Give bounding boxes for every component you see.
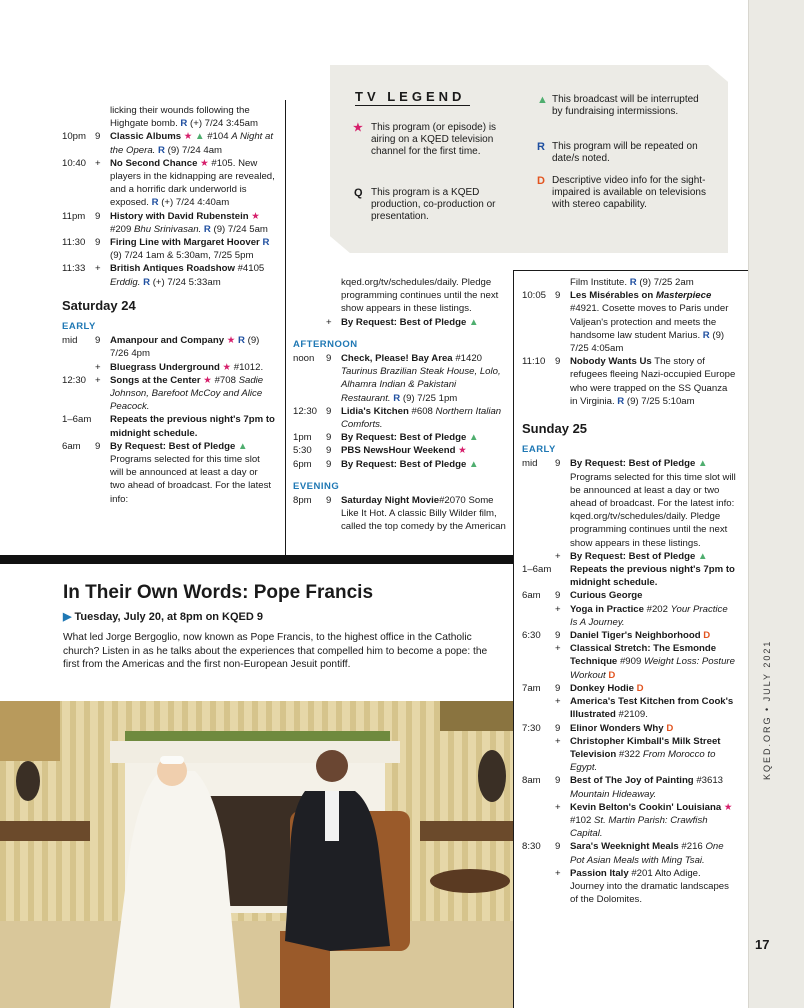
episode-number: #2109. [618, 709, 648, 721]
list-item [62, 440, 275, 506]
oval-office-photo [0, 701, 513, 1008]
listing-title: By Request: Best of Pledge [570, 458, 696, 470]
repeat-r-icon: R [702, 329, 710, 341]
repeat-info: (9) 7/25 4:05am [570, 329, 725, 355]
feature-photo [0, 701, 513, 1008]
listing-channel: + [555, 603, 561, 615]
listing-channel: 9 [555, 458, 561, 470]
star-icon: ★ [723, 801, 733, 813]
list-item [293, 405, 506, 431]
list-item [522, 629, 736, 642]
listing-desc: Taurinus Brazilian Steak House, Lolo, Alhamra Indian & Pakistani Restaurant. [341, 366, 501, 404]
list-item [522, 840, 736, 866]
day-heading: Saturday 24 [62, 297, 136, 313]
listing-desc: Sadie Johnson, Barefoot McCoy and Alice Peacock. [110, 374, 264, 413]
listing-channel: 9 [555, 590, 561, 602]
episode-number: #202 [646, 603, 668, 615]
listing-channel: 9 [555, 290, 561, 302]
schedule-column-2 [293, 276, 506, 534]
listing-channel: + [555, 867, 561, 879]
repeat-r-icon: R [143, 276, 151, 288]
list-item [293, 352, 506, 405]
listing-channel: 9 [555, 356, 561, 368]
repeat-info: (9) 7/24 5am [213, 223, 268, 235]
legend-text: Descriptive video info for the sight-impaired is available on televisions with stereo capability. [552, 175, 706, 210]
listing-channel [555, 563, 570, 589]
listing-title: Repeats the previous night's 7pm to midnight schedule. [570, 564, 735, 589]
listing-desc: Alto Adige. Journey into the dramatic landscapes of the Dolomites. [570, 867, 729, 906]
day-heading: Sunday 25 [522, 421, 588, 437]
episode-number: #201 [631, 867, 653, 879]
feature-airtime-text: Tuesday, July 20, at 8pm on KQED 9 [74, 611, 264, 623]
listing-time [522, 735, 555, 775]
triangle-icon: ▲ [468, 458, 479, 470]
list-item [62, 157, 275, 210]
listing-title: Curious George [570, 590, 643, 602]
listing-channel: + [555, 735, 561, 747]
repeat-info: (9) 7/25 1pm [402, 392, 458, 404]
listing-title: America's Test Kitchen from Cook's Illustrated [570, 696, 734, 721]
legend-item-fundraising [537, 94, 707, 118]
listing-time: 12:30 [293, 405, 318, 417]
list-item [522, 563, 736, 589]
list-item [62, 361, 275, 374]
list-item [522, 457, 736, 549]
feature-description: What led Jorge Bergoglio, now known as Pope Francis, to the highest office in the Catholic church? Listen in as he talks about the experiences that compelled him to become a pope: the first from the Americas and the first non-European Jesuit pontiff. [63, 632, 488, 671]
listing-time [522, 642, 555, 682]
listing-channel: 9 [95, 335, 101, 347]
listing-time: 1–6am [62, 414, 92, 426]
list-item [62, 236, 275, 262]
list-item [62, 210, 275, 236]
repeat-r-icon: R [158, 144, 165, 156]
list-item [522, 735, 736, 775]
listing-channel: 9 [326, 495, 332, 507]
period-heading: AFTERNOON [293, 338, 358, 350]
listing-desc: Bhu Srinivasan. [134, 223, 202, 235]
listing-desc: A Night at the Opera. [110, 131, 274, 156]
listing-desc: licking their wounds following the Highgate bomb. [110, 105, 250, 130]
legend-item-kqed-production [355, 187, 515, 223]
listing-title: No Second Chance [110, 157, 198, 169]
period-heading: EVENING [293, 480, 340, 492]
star-icon: ★ [203, 374, 212, 386]
legend-text: This broadcast will be interrupted by fundraising intermissions. [552, 94, 699, 117]
listing-desc: kqed.org/tv/schedules/daily. Pledge programming continues until the next show appears in these listings. [341, 277, 499, 315]
listing-desc: Your Practice Is A Journey. [570, 603, 728, 628]
list-item [522, 289, 736, 355]
star-icon: ★ [183, 131, 193, 143]
legend-item-descriptive-video [537, 175, 707, 211]
list-item [62, 104, 275, 130]
episode-number: #102 [570, 814, 592, 826]
feature-divider-bar [0, 555, 513, 564]
listing-time: 7am [522, 682, 541, 694]
listing-channel: 9 [326, 445, 332, 457]
episode-number: #2070 [439, 495, 466, 507]
listing-title: Check, Please! Bay Area [341, 353, 453, 365]
listing-time: 8pm [293, 495, 312, 507]
listing-title: By Request: Best of Pledge [110, 440, 236, 452]
play-arrow-icon: ▶ [63, 611, 72, 623]
feature-title: In Their Own Words: Pope Francis [63, 582, 374, 603]
listing-title: Bluegrass Underground [110, 361, 220, 373]
repeat-r-icon: R [180, 118, 188, 130]
descriptive-video-d-icon: D [666, 722, 674, 734]
list-item [62, 374, 275, 414]
schedule-column-3 [522, 276, 736, 906]
listing-desc: New players in the kidnapping are revealed, and a horrific dark underworld is exposed. [110, 157, 275, 209]
listing-time [522, 867, 555, 907]
listing-desc: Programs selected for this time slot will be announced at least a day or two ahead of broadcast. For the latest info: [110, 454, 272, 505]
listing-desc: One Pot Asian Meals with Ming Tsai. [570, 841, 724, 866]
list-item [293, 276, 506, 316]
listing-channel: + [555, 550, 561, 562]
triangle-icon: ▲ [237, 440, 248, 452]
listing-time: 6am [62, 440, 81, 452]
repeat-info: (9) 7/24 4am [167, 144, 223, 156]
listing-title: Passion Italy [570, 867, 629, 879]
legend-rule [355, 105, 470, 106]
listing-time: mid [522, 458, 538, 470]
list-item [522, 603, 736, 629]
listing-time: 7:30 [522, 722, 541, 734]
list-item [522, 589, 736, 602]
listing-desc: The story of refugees fleeing Nazi-occupied Europe who were trapped on the SS Quanza in Virginia. [570, 356, 736, 407]
list-item [62, 262, 275, 288]
listing-time [522, 603, 555, 629]
listing-channel: + [326, 316, 332, 328]
list-item [293, 494, 506, 534]
listing-desc: Film Institute. [570, 277, 628, 288]
listing-time: noon [293, 353, 315, 365]
listing-time: 6:30 [522, 630, 541, 642]
repeat-info: (9) 7/25 2am [639, 277, 694, 288]
legend-item-first-airing [355, 122, 515, 158]
listing-desc: Weight Loss: Posture Workout [570, 656, 735, 681]
list-item [522, 550, 736, 563]
listing-title: Sara's Weeknight Meals [570, 841, 679, 853]
listing-time: 11:10 [522, 356, 546, 368]
listing-time: mid [62, 335, 78, 347]
repeat-info: (+) 7/24 3:45am [190, 118, 259, 130]
listing-title: Nobody Wants Us [570, 356, 652, 368]
listing-desc: From Morocco to Egypt. [570, 748, 716, 774]
listing-channel: 9 [555, 841, 561, 853]
listing-title: Best of The Joy of Painting [570, 775, 694, 787]
listing-time: 11:30 [62, 237, 86, 249]
listing-channel: 9 [326, 353, 332, 365]
listing-time: 1pm [293, 432, 312, 444]
listing-channel: 9 [326, 405, 332, 417]
listing-time: 8:30 [522, 841, 541, 853]
list-item [522, 801, 736, 841]
triangle-icon: ▲ [697, 550, 708, 562]
listing-time [522, 695, 555, 721]
list-item [522, 695, 736, 721]
episode-number: #1420 [455, 353, 482, 365]
listing-time: 8am [522, 775, 541, 787]
listing-title: Kevin Belton's Cookin' Louisiana [570, 801, 722, 813]
listing-title: Les Misérables on [570, 290, 654, 302]
list-item [522, 276, 736, 289]
list-item [522, 774, 736, 800]
listing-channel: 9 [555, 682, 561, 694]
listing-title: By Request: Best of Pledge [341, 432, 467, 444]
episode-number: #4921. [570, 303, 600, 315]
list-item [62, 413, 275, 439]
list-item [293, 458, 506, 471]
legend-text: This program is a KQED production, co-production or presentation. [371, 187, 496, 222]
triangle-icon: ▲ [468, 316, 479, 328]
listing-desc: Cosette moves to Paris under Valjean's protection and meets the handsome law student Marius. [570, 303, 729, 341]
listing-time [522, 550, 555, 563]
listing-channel: 9 [326, 458, 332, 470]
listing-title: Christopher Kimball's Milk Street Television [570, 735, 721, 760]
column-rule [285, 100, 286, 555]
listing-time: 11pm [62, 210, 86, 222]
descriptive-video-d-icon: D [608, 669, 616, 681]
repeat-info: (9) 7/24 1am & 5:30am, 7/25 5pm [110, 250, 254, 262]
repeat-info: (9) 7/25 5:10am [626, 395, 695, 407]
repeat-info: (+) 7/24 5:33am [152, 276, 221, 288]
listing-channel: 9 [95, 131, 101, 143]
listing-title: British Antiques Roadshow [110, 263, 235, 275]
listing-title: Classical Stretch: The Esmonde Technique [570, 643, 717, 668]
descriptive-video-d-icon: D [636, 682, 644, 694]
listing-channel: + [555, 643, 561, 655]
listing-channel: + [95, 374, 101, 386]
episode-number: #1012. [233, 361, 264, 373]
listing-title: Repeats the previous night's 7pm to midnight schedule. [110, 414, 275, 439]
list-item [293, 431, 506, 444]
listing-time [62, 361, 95, 374]
listing-channel: + [95, 361, 101, 373]
page-margin [748, 0, 804, 1008]
listing-desc: Programs selected for this time slot will be announced at least a day or two ahead of broadcast. For the latest info: kqed.org/tv/schedules/daily. Pledge programming continues until the next show appears in these listings. [570, 471, 736, 549]
listing-channel: + [95, 263, 101, 275]
list-item [522, 682, 736, 695]
listing-channel: + [95, 157, 101, 169]
star-icon: ★ [226, 335, 236, 347]
triangle-icon: ▲ [195, 131, 205, 143]
listing-title: PBS NewsHour Weekend [341, 445, 456, 457]
running-footer: KQED.ORG • JULY 2021 [762, 639, 772, 780]
column-rule [514, 270, 748, 271]
episode-number: #608 [411, 405, 433, 417]
listing-time: 6am [522, 590, 541, 602]
listing-time: 10pm [62, 131, 86, 143]
tv-legend-title: TV LEGEND [355, 89, 466, 104]
episode-number: #216 [681, 841, 703, 853]
page-number: 17 [755, 937, 770, 952]
listing-title: By Request: Best of Pledge [341, 458, 467, 470]
repeat-r-icon: R [617, 395, 625, 407]
listing-time [293, 316, 326, 329]
descriptive-video-d-icon: D [537, 175, 545, 187]
triangle-icon: ▲ [697, 458, 708, 470]
listing-desc: Some Like It Hot. A classic Billy Wilder film, called the top comedy by the American [341, 495, 506, 533]
listing-channel: 9 [95, 440, 101, 452]
episode-number: #708 [214, 374, 236, 386]
repeat-r-icon: R [238, 335, 245, 347]
episode-number: #209 [110, 223, 132, 235]
listing-channel: 9 [555, 775, 561, 787]
list-item [62, 130, 275, 156]
star-icon: ★ [200, 157, 209, 169]
listing-title: History with David Rubenstein [110, 210, 249, 222]
listing-time: 1–6am [522, 564, 552, 576]
listing-title: Lidia's Kitchen [341, 405, 409, 417]
listing-time: 5:30 [293, 445, 312, 457]
listing-title: Yoga in Practice [570, 603, 644, 615]
listing-channel: + [555, 801, 561, 813]
listing-title: Saturday Night Movie [341, 495, 440, 507]
schedule-column-1 [62, 104, 275, 506]
listing-time: 6pm [293, 458, 312, 470]
listing-title: By Request: Best of Pledge [341, 316, 467, 328]
listing-desc: Northern Italian Comforts. [341, 405, 502, 431]
listing-channel: 9 [555, 630, 561, 642]
listing-title: Elinor Wonders Why [570, 722, 664, 734]
listing-channel [95, 413, 110, 439]
listing-time [522, 801, 555, 841]
listing-channel: + [555, 696, 561, 708]
listing-title-series: Masterpiece [655, 290, 712, 302]
list-item [522, 867, 736, 907]
listing-title: Amanpour and Company [110, 335, 225, 347]
list-item [522, 355, 736, 408]
listing-desc: Mountain Hideaway. [570, 788, 657, 800]
star-icon: ★ [458, 445, 467, 457]
listing-channel: 9 [95, 237, 101, 249]
listing-time: 10:40 [62, 157, 87, 169]
episode-number: #104 [207, 131, 229, 143]
legend-text: This program will be repeated on date/s noted. [552, 141, 698, 164]
legend-item-repeat [537, 141, 707, 165]
episode-number: #105. [211, 157, 236, 169]
episode-number: #4105 [237, 263, 265, 275]
star-icon: ★ [251, 210, 260, 222]
listing-time: 11:33 [62, 263, 86, 275]
triangle-icon: ▲ [537, 94, 548, 106]
triangle-icon: ▲ [468, 432, 479, 444]
star-icon: ★ [222, 361, 232, 373]
listing-title: Firing Line with Margaret Hoover [110, 237, 260, 249]
repeat-r-icon: R [393, 392, 401, 404]
repeat-r-icon: R [151, 197, 159, 209]
kqed-q-icon: Q [354, 187, 363, 199]
repeat-info: (9) 7/26 4pm [110, 335, 260, 360]
period-heading: EARLY [522, 444, 556, 456]
repeat-r-icon: R [537, 141, 545, 153]
listing-channel: 9 [95, 210, 101, 222]
legend-text: This program (or episode) is airing on a KQED television channel for the first time. [371, 122, 497, 157]
period-heading: EARLY [62, 321, 96, 333]
episode-number: #909 [619, 656, 642, 668]
listing-channel: 9 [326, 432, 332, 444]
descriptive-video-d-icon: D [703, 630, 711, 642]
list-item [522, 722, 736, 735]
star-icon: ★ [353, 122, 363, 134]
repeat-r-icon: R [629, 277, 637, 288]
listing-title: Classic Albums [110, 131, 182, 143]
episode-number: #322 [618, 748, 641, 760]
listing-time: 10:05 [522, 290, 547, 302]
repeat-r-icon: R [203, 223, 211, 235]
listing-title: Daniel Tiger's Neighborhood [570, 630, 701, 642]
listing-time: 12:30 [62, 374, 87, 386]
listing-desc: Erddig. [110, 276, 141, 288]
list-item [62, 334, 275, 360]
list-item [293, 444, 506, 457]
listing-title: By Request: Best of Pledge [570, 550, 696, 562]
listing-channel: 9 [555, 722, 561, 734]
listing-title: Donkey Hodie [570, 682, 634, 694]
list-item [293, 316, 506, 329]
column-rule [513, 270, 514, 1008]
repeat-info: (+) 7/24 4:40am [161, 197, 230, 209]
listing-title: Songs at the Center [110, 374, 201, 386]
episode-number: #3613 [696, 775, 724, 787]
repeat-r-icon: R [262, 237, 270, 249]
listing-desc: St. Martin Parish: Crawfish Capital. [570, 814, 708, 840]
feature-airtime [63, 610, 263, 623]
list-item [522, 642, 736, 682]
